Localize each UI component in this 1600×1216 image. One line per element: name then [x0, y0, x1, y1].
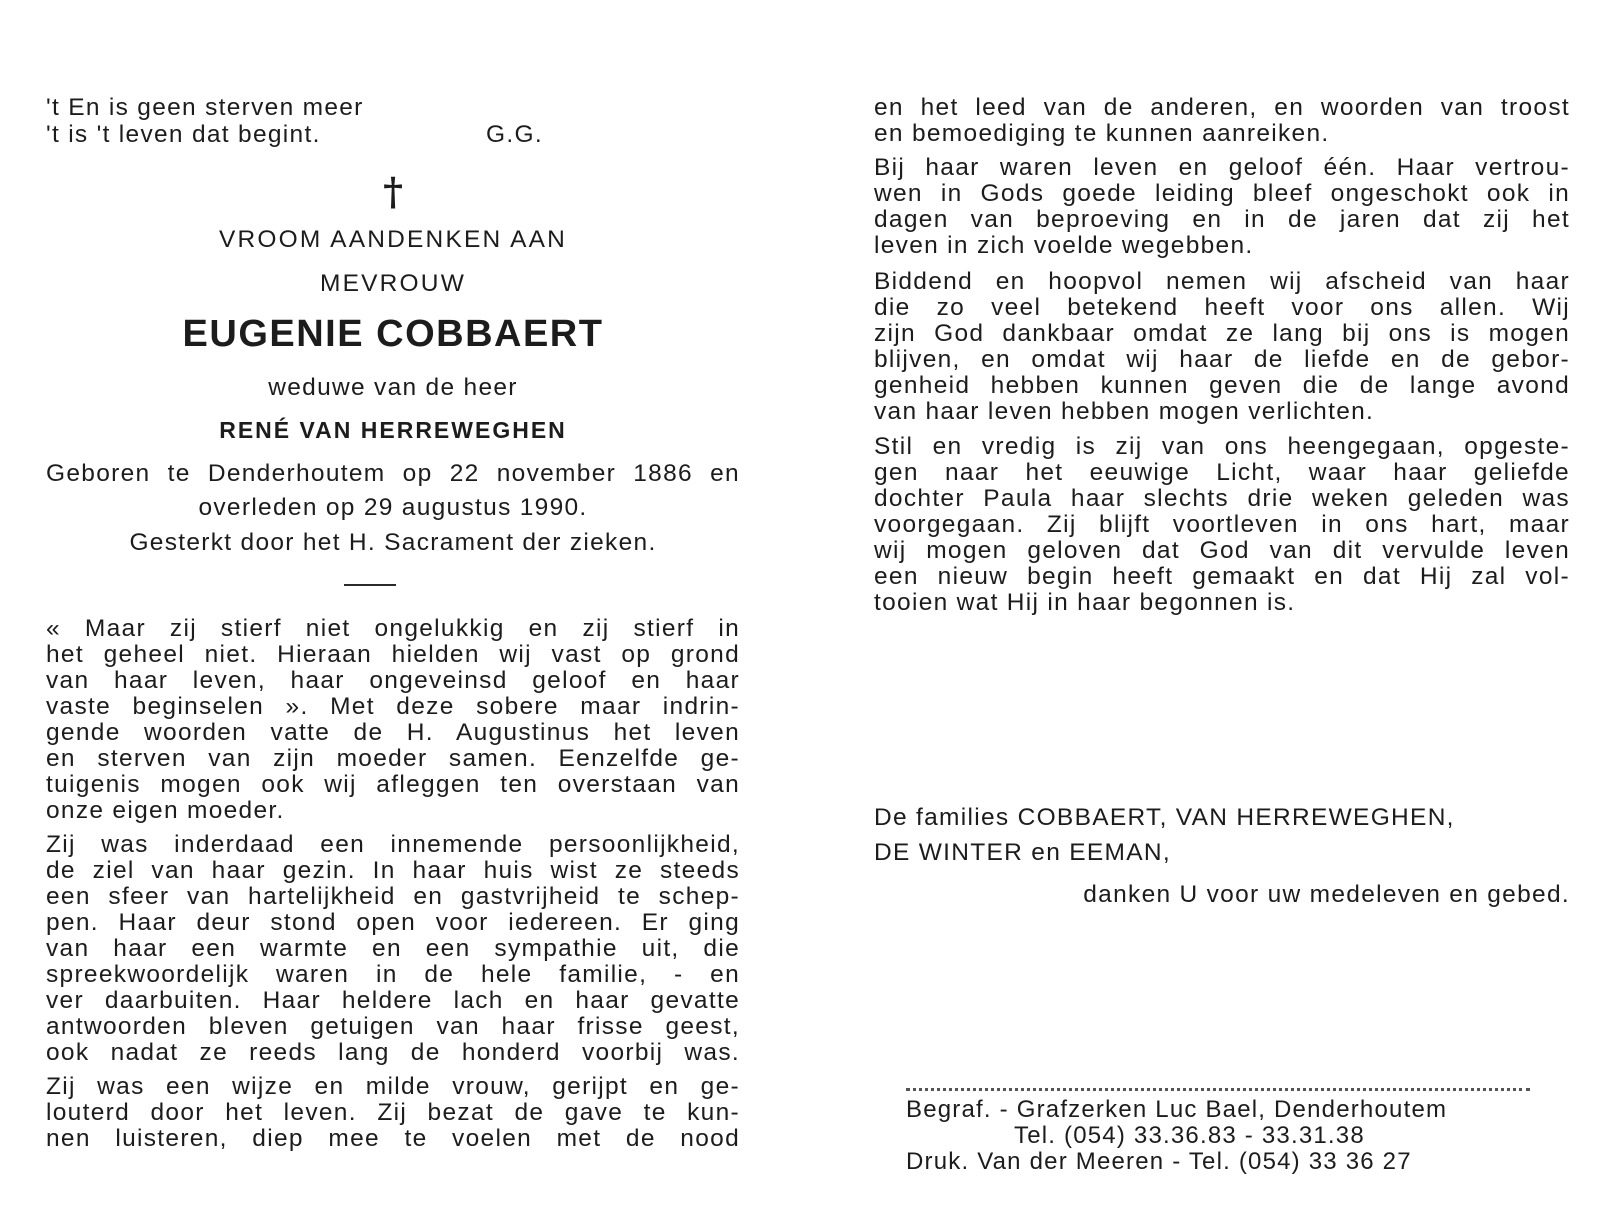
text-line: de ziel van haar gezin. In haar huis wist ze steeds — [46, 857, 740, 884]
text-line: spreekwoordelijk waren in de hele familie, - en — [46, 961, 740, 988]
deceased-name: EUGENIE COBBAERT — [182, 313, 604, 355]
text-line: dagen van beproeving en in de jaren dat zij het — [874, 206, 1570, 233]
text-line: leven in zich voelde wegebben. — [874, 232, 1254, 259]
text-line: gen naar het eeuwige Licht, waar haar geliefde — [874, 459, 1570, 486]
widow-line: weduwe van de heer — [268, 374, 518, 401]
text-line: Biddend en hoopvol nemen wij afscheid van haar — [874, 268, 1570, 295]
cross-icon: † — [383, 169, 403, 214]
text-line: zijn God dankbaar omdat ze lang bij ons is mogen — [874, 320, 1570, 347]
text-line: Zij was een wijze en milde vrouw, gerijpt en ge- — [46, 1073, 740, 1100]
text-line: tooien wat Hij in haar begonnen is. — [874, 589, 1296, 616]
text-line: voorgegaan. Zij blijft voortleven in ons hart, maar — [874, 511, 1570, 538]
text-line: pen. Haar deur stond open voor iedereen. Er ging — [46, 909, 740, 936]
text-line: vaste beginselen ». Met deze sobere maar indrin- — [46, 693, 740, 720]
text-line: gende woorden vatte de H. Augustinus het leven — [46, 719, 740, 746]
memorial-heading: VROOM AANDENKEN AAN — [218, 226, 568, 253]
text-line: die zo veel betekend heeft voor ons allen. Wij — [874, 294, 1570, 321]
text-line: ook nadat ze reeds lang de honderd voorbij was. — [46, 1039, 740, 1066]
epigraph-line-2: 't is 't leven dat begint. — [46, 121, 321, 148]
text-line: wen in Gods goede leiding bleef ongeschokt ook in — [874, 180, 1570, 207]
text-line: van haar leven hebben mogen verlichten. — [874, 398, 1375, 425]
dotted-rule — [906, 1088, 1530, 1091]
epigraph-initials: G.G. — [486, 121, 543, 148]
text-line: van haar leven, haar ongeveinsd geloof en haar — [46, 667, 740, 694]
text-line: blijven, en omdat wij haar de liefde en de gebor- — [874, 346, 1570, 373]
text-line: wij mogen geloven dat God van dit vervulde leven — [874, 537, 1570, 564]
text-line: het geheel niet. Hieraan hielden wij vast op grond — [46, 641, 740, 668]
text-line: Zij was inderdaad een innemende persoonlijkheid, — [46, 831, 740, 858]
thanks-line: danken U voor uw medeleven en gebed. — [1083, 881, 1570, 908]
birth-line: Geboren te Denderhoutem op 22 november 1886 en — [46, 460, 740, 487]
text-line: dochter Paula haar slechts drie weken geleden was — [874, 485, 1570, 512]
text-line: tuigenis mogen ook wij afleggen ten overstaan van — [46, 771, 740, 798]
separator — [344, 584, 396, 586]
death-line: overleden op 29 augustus 1990. — [198, 494, 588, 521]
text-line: en sterven van zijn moeder samen. Eenzelfde ge- — [46, 745, 740, 772]
text-line: antwoorden bleven getuigen van haar frisse geest, — [46, 1013, 740, 1040]
printer-line-1: Begraf. - Grafzerken Luc Bael, Denderhoutem — [906, 1096, 1448, 1123]
families-line-1: De families COBBAERT, VAN HERREWEGHEN, — [874, 804, 1455, 831]
epigraph-line-1: 't En is geen sterven meer — [46, 94, 364, 121]
spouse-name: RENÉ VAN HERREWEGHEN — [219, 417, 567, 443]
text-line: onze eigen moeder. — [46, 797, 285, 824]
text-line: « Maar zij stierf niet ongelukkig en zij stierf in — [46, 615, 740, 642]
text-line: een nieuw begin heeft gemaakt en dat Hij zal vol- — [874, 563, 1570, 590]
text-line: ver daarbuiten. Haar heldere lach en haar gevatte — [46, 987, 740, 1014]
printer-line-2: Tel. (054) 33.36.83 - 33.31.38 — [1014, 1122, 1365, 1149]
text-line: Stil en vredig is zij van ons heengegaan, opgeste- — [874, 433, 1570, 460]
sacrament-line: Gesterkt door het H. Sacrament der zieken. — [129, 529, 657, 556]
text-line: van haar een warmte en een sympathie uit, die — [46, 935, 740, 962]
text-line: en het leed van de anderen, en woorden van troost — [874, 94, 1570, 121]
text-line: genheid hebben kunnen geven die de lange avond — [874, 372, 1570, 399]
printer-line-3: Druk. Van der Meeren - Tel. (054) 33 36 27 — [906, 1148, 1412, 1175]
honorific: MEVROUW — [319, 270, 467, 297]
text-line: nen luisteren, diep mee te voelen met de nood — [46, 1125, 740, 1152]
families-line-2: DE WINTER en EEMAN, — [874, 839, 1171, 866]
text-line: Bij haar waren leven en geloof één. Haar vertrou- — [874, 154, 1570, 181]
text-line: louterd door het leven. Zij bezat de gave te kun- — [46, 1099, 740, 1126]
text-line: en bemoediging te kunnen aanreiken. — [874, 120, 1330, 147]
text-line: een sfeer van hartelijkheid en gastvrijheid te schep- — [46, 883, 740, 910]
